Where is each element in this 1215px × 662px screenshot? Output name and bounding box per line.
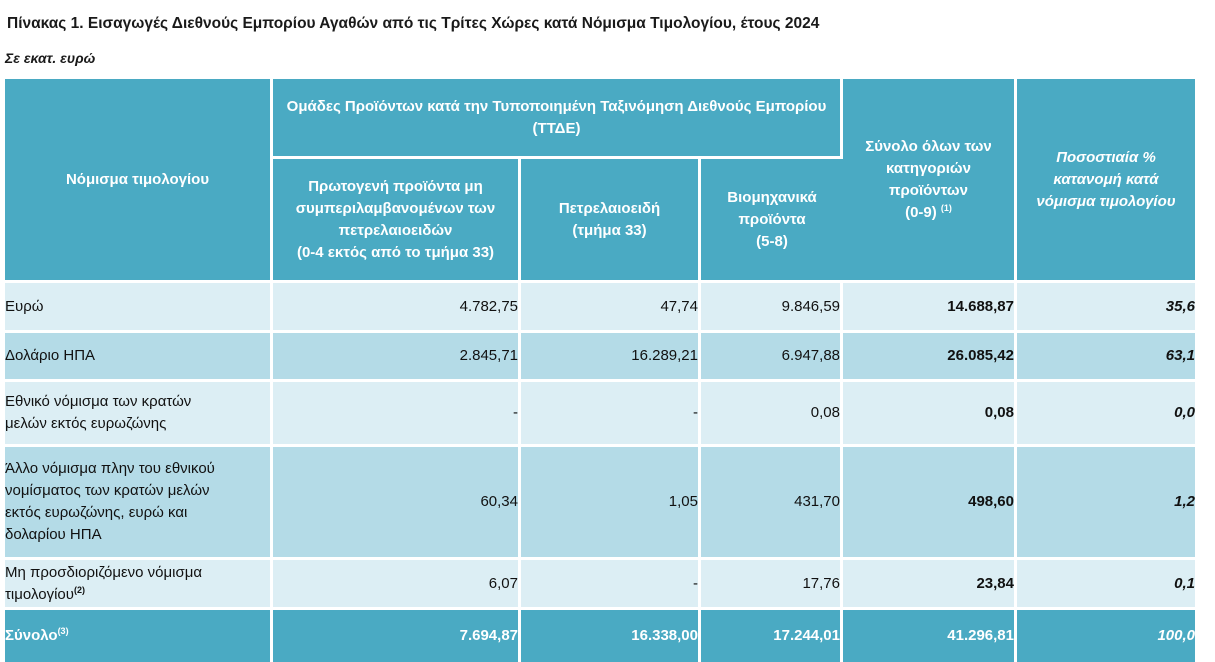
header-percent-distribution	[1017, 79, 1195, 283]
row-label-euro	[5, 283, 273, 333]
cell-petroleum: 16.289,21	[521, 333, 701, 382]
total-label: Σύνολο	[5, 627, 58, 644]
row-label-line: δολαρίου ΗΠΑ	[5, 526, 102, 543]
total-row	[5, 610, 1195, 662]
table-row	[5, 560, 1195, 610]
header-total-line: προϊόντων	[889, 181, 968, 199]
header-petroleum-line: (τμήμα 33)	[572, 221, 647, 239]
header-petroleum-line: Πετρελαιοειδή	[558, 199, 661, 217]
cell-industrial: 17,76	[701, 560, 843, 610]
imports-by-currency-table	[5, 79, 1195, 662]
header-petroleum	[521, 159, 701, 283]
cell-petroleum: -	[521, 560, 701, 610]
row-label-line: Δολάριο ΗΠΑ	[5, 347, 96, 364]
cell-percent: 63,1	[1017, 333, 1195, 382]
cell-industrial: 6.947,88	[701, 333, 843, 382]
header-product-groups	[273, 79, 843, 159]
cell-industrial: 17.244,01	[701, 610, 843, 662]
row-label-national-currency	[5, 382, 273, 447]
header-primary-line: (0-4 εκτός από το τμήμα 33)	[296, 243, 495, 261]
header-industrial-line: Βιομηχανικά	[727, 188, 817, 206]
table-row	[5, 333, 1195, 382]
row-label-unspecified-currency	[5, 560, 273, 610]
header-currency-label: Νόμισμα τιμολογίου	[65, 170, 210, 188]
cell-percent: 0,1	[1017, 560, 1195, 610]
header-total-line: Σύνολο όλων των	[865, 137, 992, 155]
cell-industrial: 431,70	[701, 447, 843, 560]
row-label-line: νομίσματος των κρατών μελών	[5, 482, 210, 499]
table-row	[5, 447, 1195, 560]
cell-industrial: 0,08	[701, 382, 843, 447]
table-row	[5, 382, 1195, 447]
header-primary-line: πετρελαιοειδών	[338, 221, 453, 239]
header-industrial-line: (5-8)	[756, 232, 788, 250]
header-currency	[5, 79, 273, 283]
row-label-line: εκτός ευρωζώνης, ευρώ και	[5, 504, 188, 521]
cell-percent: 0,0	[1017, 382, 1195, 447]
header-percent-line: Ποσοστιαία %	[1056, 148, 1156, 166]
cell-total: 0,08	[843, 382, 1017, 447]
cell-total: 498,60	[843, 447, 1017, 560]
header-percent-line: κατανομή κατά	[1053, 170, 1159, 188]
header-total-code: (0-9)	[905, 203, 937, 221]
header-industrial-products	[701, 159, 843, 283]
cell-percent: 1,2	[1017, 447, 1195, 560]
header-primary-products	[273, 159, 521, 283]
row-label-usd	[5, 333, 273, 382]
table-title: Πίνακας 1. Εισαγωγές Διεθνούς Εμπορίου Αγαθών από τις Τρίτες Χώρες κατά Νόμισμα Τιμολογίου, έτους 2024	[7, 15, 820, 32]
cell-primary: 4.782,75	[273, 283, 521, 333]
cell-primary: 7.694,87	[273, 610, 521, 662]
header-total-line: κατηγοριών	[886, 159, 971, 177]
cell-petroleum: -	[521, 382, 701, 447]
row-label-other-currency	[5, 447, 273, 560]
row-label-line: Άλλο νόμισμα πλην του εθνικού	[5, 460, 215, 477]
row-label-line: μελών εκτός ευρωζώνης	[5, 415, 167, 432]
header-product-groups-label: Ομάδες Προϊόντων κατά την Τυποποιημένη Ταξινόμηση Διεθνούς Εμπορίου (ΤΤΔΕ)	[286, 97, 827, 137]
cell-total: 26.085,42	[843, 333, 1017, 382]
cell-primary: 60,34	[273, 447, 521, 560]
row-label-line: τιμολογίου	[5, 585, 74, 603]
header-primary-line: Πρωτογενή προϊόντα μη	[308, 177, 483, 195]
row-label-line: Μη προσδιοριζόμενο νόμισμα	[5, 563, 203, 581]
cell-primary: -	[273, 382, 521, 447]
cell-percent: 35,6	[1017, 283, 1195, 333]
header-total-all-categories	[843, 79, 1017, 283]
cell-petroleum: 47,74	[521, 283, 701, 333]
row-label-line: Ευρώ	[5, 297, 44, 315]
cell-primary: 6,07	[273, 560, 521, 610]
footnote-marker: (3)	[57, 626, 69, 636]
cell-percent: 100,0	[1017, 610, 1195, 662]
cell-total: 41.296,81	[843, 610, 1017, 662]
header-primary-line: συμπεριλαμβανομένων των	[295, 199, 496, 217]
table-row	[5, 283, 1195, 333]
row-label-total	[5, 610, 273, 662]
header-percent-line: νόμισμα τιμολογίου	[1036, 192, 1176, 210]
footnote-marker: (1)	[940, 202, 952, 213]
row-label-line: Εθνικό νόμισμα των κρατών	[5, 393, 192, 410]
cell-industrial: 9.846,59	[701, 283, 843, 333]
footnote-marker: (2)	[73, 584, 85, 595]
table-unit-subtitle: Σε εκατ. ευρώ	[5, 50, 96, 66]
cell-petroleum: 16.338,00	[521, 610, 701, 662]
header-industrial-line: προϊόντα	[738, 210, 806, 228]
cell-petroleum: 1,05	[521, 447, 701, 560]
cell-primary: 2.845,71	[273, 333, 521, 382]
cell-total: 23,84	[843, 560, 1017, 610]
cell-total: 14.688,87	[843, 283, 1017, 333]
